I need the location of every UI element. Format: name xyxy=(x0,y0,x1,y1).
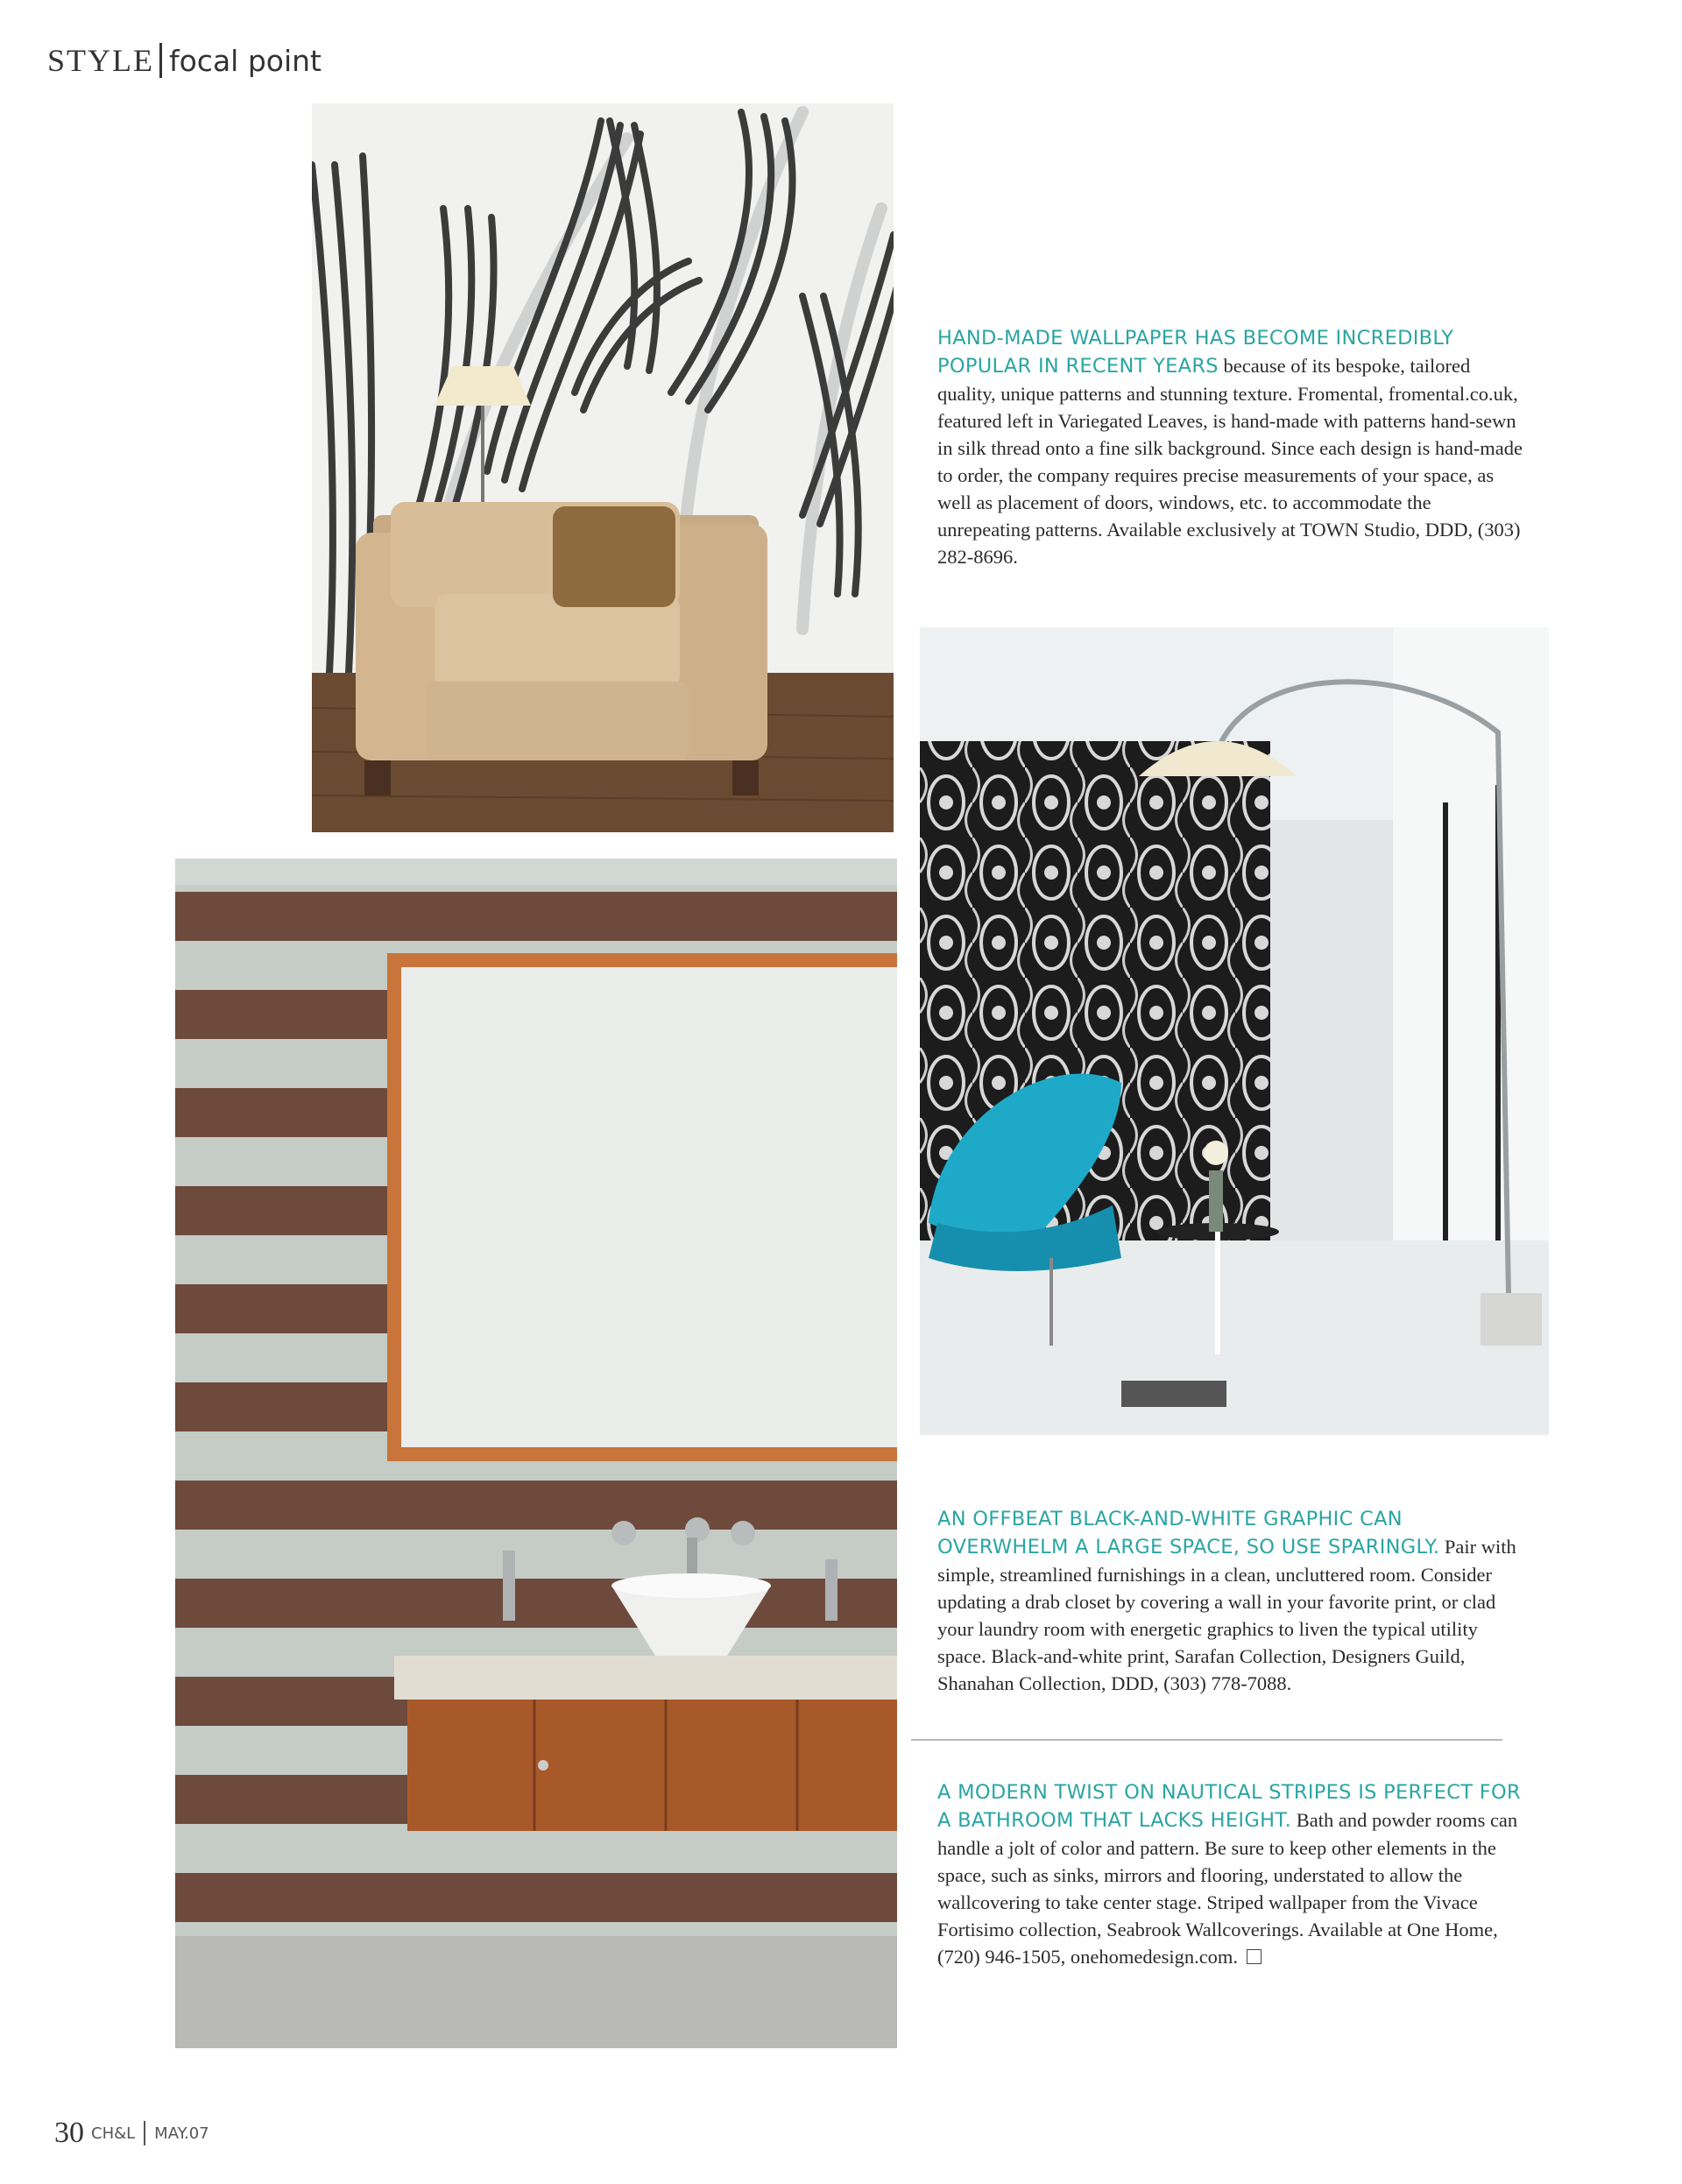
article-lead: AN OFFBEAT BLACK-AND-WHITE GRAPHIC CAN OVERWHELM A LARGE SPACE, SO USE SPARINGLY. xyxy=(937,1508,1440,1558)
page-header xyxy=(47,42,322,79)
article-lead: HAND-MADE WALLPAPER HAS BECOME INCREDIBLY POPULAR IN RECENT YEARS xyxy=(937,327,1454,378)
article-black-white-graphic xyxy=(937,1505,1524,1697)
end-mark-icon xyxy=(1247,1949,1262,1964)
section-label: STYLE xyxy=(47,43,154,78)
publication-name: CH&L xyxy=(91,2124,136,2143)
page-number: 30 xyxy=(54,2117,84,2149)
page-footer xyxy=(54,2117,209,2150)
article-handmade-wallpaper xyxy=(937,324,1524,570)
photo-damask-wall-turquoise-chair xyxy=(920,627,1549,1435)
article-body: because of its bespoke, tailored quality, unique patterns and stunning texture. Fromental, fromental.co.uk, featured left in Variegated Leaves, is hand-made with patterns hand-sewn in silk thread onto a fine silk background. Since each design is hand-made to order, the company requires precise measurements of your space, as well as placement of doors, windows, etc. to accommodate the unrepeating patterns. Available exclusively at TOWN Studio, DDD, (303) 282-8696. xyxy=(937,355,1523,568)
article-lead: A MODERN TWIST ON NAUTICAL STRIPES IS PERFECT FOR A BATHROOM THAT LACKS HEIGHT. xyxy=(937,1781,1521,1832)
header-divider xyxy=(159,43,162,78)
photo-leaves-wallpaper-armchair xyxy=(312,103,894,832)
section-divider xyxy=(911,1739,1502,1741)
subsection-label: focal point xyxy=(169,43,322,78)
article-body: Pair with simple, streamlined furnishings in a clean, uncluttered room. Consider updating a drab closet by covering a wall in your favorite print, or clad your laundry room with energetic graphics to liven the typical utility space. Black-and-white print, Sarafan Collection, Designers Guild, Shanahan Collection, DDD, (303) 778-7088. xyxy=(937,1536,1516,1694)
photo-striped-bathroom xyxy=(175,859,897,2048)
footer-divider xyxy=(144,2121,145,2145)
issue-date: MAY.07 xyxy=(154,2124,209,2143)
article-body: Bath and powder rooms can handle a jolt of color and pattern. Be sure to keep other elements in the space, such as sinks, mirrors and flooring, understated to allow the wallcovering to take center stage. Striped wallpaper from the Vivace Fortisimo collection, Seabrook Wallcoverings. Available at One Home, (720) 946-1505, onehomedesign.com. xyxy=(937,1809,1518,1968)
article-nautical-stripes xyxy=(937,1778,1533,1970)
